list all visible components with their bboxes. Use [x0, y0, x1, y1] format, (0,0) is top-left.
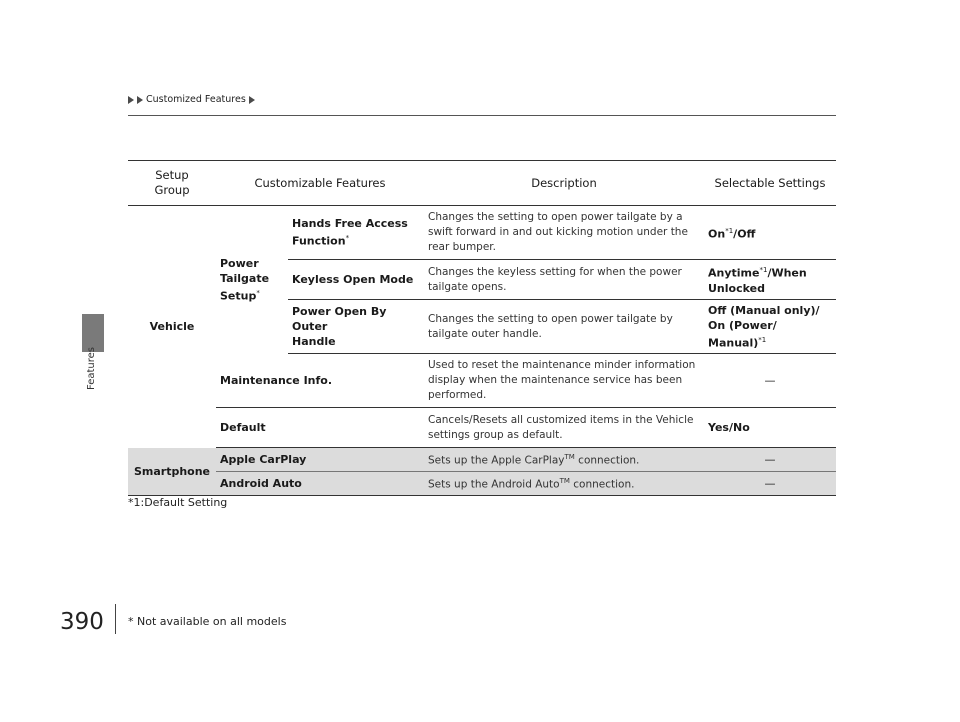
- feature-hands-free-access: Hands Free Access Function*: [288, 206, 424, 260]
- header-setup-group: Setup Group: [128, 161, 216, 206]
- feature-default: Default: [216, 408, 424, 448]
- breadcrumb-arrow-icon: [249, 96, 255, 104]
- section-side-label: Features: [86, 347, 97, 390]
- customizable-features-table: [128, 160, 836, 496]
- desc-power-open-outer-handle: Changes the setting to open power tailgate by tailgate outer handle.: [424, 300, 704, 354]
- header-customizable-features: Customizable Features: [216, 161, 424, 206]
- setting-apple-carplay: —: [704, 448, 836, 472]
- page-number-divider: [115, 604, 116, 634]
- header-description: Description: [424, 161, 704, 206]
- feature-keyless-open-mode: Keyless Open Mode: [288, 260, 424, 300]
- feature-maintenance-info: Maintenance Info.: [216, 354, 424, 408]
- header-selectable-settings: Selectable Settings: [704, 161, 836, 206]
- desc-maintenance-info: Used to reset the maintenance minder information display when the maintenance service has been performed.: [424, 354, 704, 408]
- feature-android-auto: Android Auto: [216, 472, 424, 496]
- page-number: 390: [60, 609, 104, 635]
- group-smartphone: Smartphone: [128, 448, 216, 496]
- breadcrumb-link-customized-features[interactable]: Customized Features: [146, 94, 246, 105]
- breadcrumb: [128, 94, 255, 105]
- desc-apple-carplay: Sets up the Apple CarPlay™ connection.: [424, 448, 704, 472]
- feature-power-open-outer-handle: Power Open By Outer Handle: [288, 300, 424, 354]
- default-setting-footnote: *1:Default Setting: [128, 496, 228, 509]
- setting-power-open-outer-handle: Off (Manual only)/ On (Power/ Manual)$^{*1}$: [704, 300, 836, 354]
- feature-apple-carplay: Apple CarPlay: [216, 448, 424, 472]
- desc-android-auto: Sets up the Android Auto™ connection.: [424, 472, 704, 496]
- header-divider: [128, 115, 836, 116]
- setting-keyless-open-mode: Anytime$^{*1}$/When Unlocked: [704, 260, 836, 300]
- setting-maintenance-info: —: [704, 354, 836, 408]
- group-power-tailgate: Power Tailgate Setup*: [220, 256, 270, 303]
- desc-default: Cancels/Resets all customized items in the Vehicle settings group as default.: [424, 408, 704, 448]
- setting-default: Yes/No: [704, 408, 836, 448]
- group-vehicle: Vehicle: [149, 320, 195, 334]
- setting-hands-free-access: On$^{*1}$/Off: [704, 206, 836, 260]
- breadcrumb-arrow-icon: [137, 96, 143, 104]
- desc-keyless-open-mode: Changes the keyless setting for when the power tailgate opens.: [424, 260, 704, 300]
- setting-android-auto: —: [704, 472, 836, 496]
- breadcrumb-arrow-icon: [128, 96, 134, 104]
- not-available-note: * Not available on all models: [128, 615, 287, 628]
- desc-hands-free-access: Changes the setting to open power tailgate by a swift forward in and out kicking motion under the rear bumper.: [424, 206, 704, 260]
